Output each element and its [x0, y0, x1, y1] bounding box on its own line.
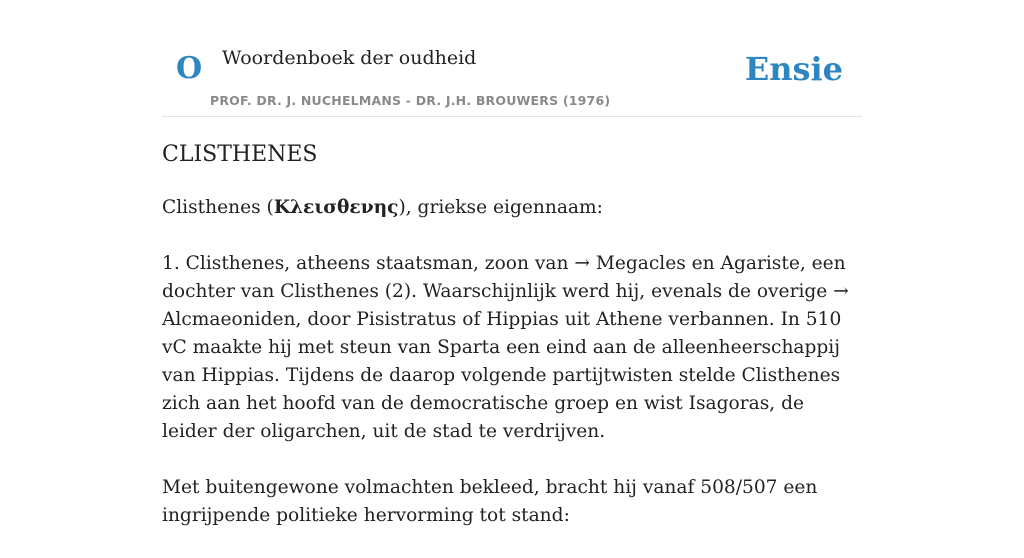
ensie-logo[interactable]: Ensie — [744, 50, 843, 88]
intro-suffix: ), griekse eigennaam: — [398, 197, 603, 218]
entry-paragraph-2: Met buitengewone volmachten bekleed, bracht hij vanaf 508/507 een ingrijpende politieke hervorming tot stand: — [162, 477, 818, 526]
intro-prefix: Clisthenes ( — [162, 197, 274, 218]
book-title[interactable]: Woordenboek der oudheid — [222, 47, 477, 69]
index-letter[interactable]: O — [176, 51, 203, 86]
book-authors: PROF. DR. J. NUCHELMANS - DR. J.H. BROUWERS (1976) — [210, 93, 611, 108]
entry-paragraph-1: 1. Clisthenes, atheens staatsman, zoon van → Megacles en Agariste, een dochter van Clisthenes (2). Waarschijnlijk werd hij, evenals de overige → Alcmaeoniden, door Pisistratus of Hippias uit Athene verbannen. In 510 vC maakte hij met steun van Sparta een eind aan de alleenheerschappij van Hippias. Tijdens de daarop volgende partijtwisten stelde Clisthenes zich aan het hoofd van de democratische groep en wist Isagoras, de leider der oligarchen, uit de stad te verdrijven. — [162, 253, 849, 442]
entry-intro — [162, 194, 862, 222]
entry-content — [162, 138, 862, 558]
greek-name: Κλεισθενης — [273, 197, 399, 218]
entry-title: CLISTHENES — [162, 142, 318, 167]
page-header — [162, 0, 862, 117]
